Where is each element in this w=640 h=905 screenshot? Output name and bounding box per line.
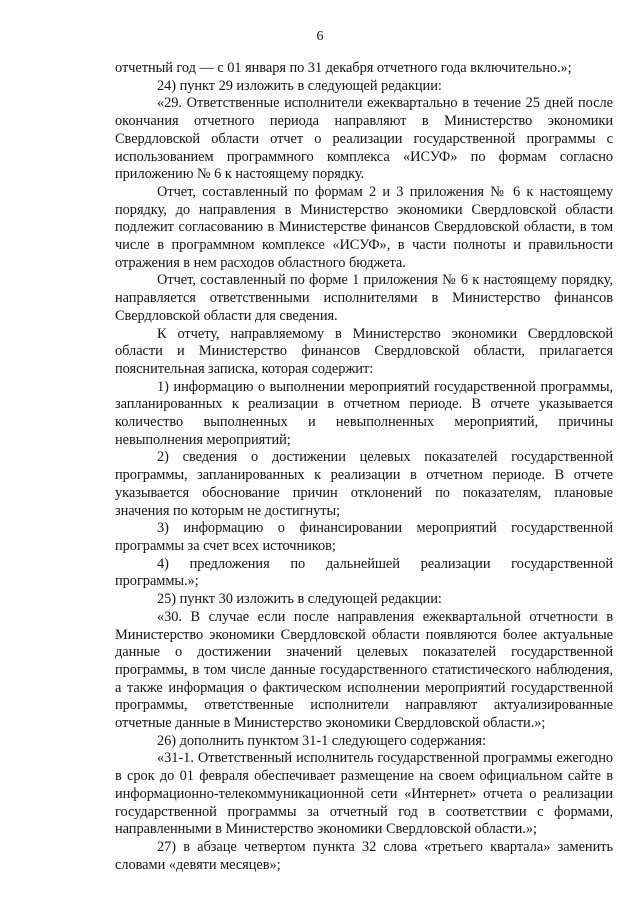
paragraph-clause-31-1: «31-1. Ответственный исполнитель государственной программы ежегодно в срок до 01 февраля обеспечивает размещение на своем официальном сайте в информационно-телекоммуникационной сети «Интернет» отчета о реализации государственной программы за отчетный год в соответствии с формами, направленными в Министерство экономики Свердловской области.»; (115, 750, 613, 838)
paragraph-item-26: 26) дополнить пунктом 31-1 следующего содержания: (157, 732, 486, 749)
paragraph-explanatory-note: К отчету, направляемому в Министерство экономики Свердловской области и Министерство финансов Свердловской области, прилагается пояснительная записка, которая содержит: (115, 325, 613, 377)
paragraph-report-forms-2-3: Отчет, составленный по формам 2 и 3 приложения № 6 к настоящему порядку, до направления в Министерство экономики Свердловской области подлежит согласованию в Министерстве финансов Свердловской области, в том числе в программном комплексе «ИСУФ», в части полноты и правильности отражения в нем расходов областного бюджета. (115, 183, 613, 271)
paragraph-note-point-3: 3) информацию о финансировании мероприятий государственной программы за счет всех источников; (115, 520, 613, 554)
paragraph-continuation: отчетный год — с 01 января по 31 декабря отчетного года включительно.»; (115, 60, 572, 76)
document-body (115, 60, 613, 874)
paragraph-note-point-2: 2) сведения о достижении целевых показателей государственной программы, запланированных к реализации в отчетном периоде. В отчете указывается обоснование причин отклонений по показателям, плановые значения по которым не достигнуты; (115, 449, 613, 519)
paragraph-clause-29: «29. Ответственные исполнители ежеквартально в течение 25 дней после окончания отчетного периода направляют в Министерство экономики Свердловской области отчет о реализации государственной программы с использованием программного комплекса «ИСУФ» по формам согласно приложению № 6 к настоящему порядку. (115, 95, 613, 183)
paragraph-item-24: 24) пункт 29 изложить в следующей редакции: (157, 77, 442, 94)
paragraph-clause-30: «30. В случае если после направления ежеквартальной отчетности в Министерство экономики Свердловской области появляются более актуальные данные о достижении значений целевых показателей государственной программы, в том числе данные государственного статистического наблюдения, а также информация о фактическом исполнении мероприятий государственной программы, ответственные исполнители направляют актуализированные отчетные данные в Министерство экономики Свердловской области.»; (115, 608, 613, 732)
page-number: 6 (316, 29, 324, 44)
paragraph-note-point-1: 1) информацию о выполнении мероприятий государственной программы, запланированных к реализации в отчетном периоде. В отчете указывается количество выполненных и невыполненных мероприятий, причины невыполнения мероприятий; (115, 378, 613, 448)
paragraph-report-form-1: Отчет, составленный по форме 1 приложения № 6 к настоящему порядку, направляется ответственными исполнителями в Министерство финансов Свердловской области для сведения. (115, 272, 613, 324)
paragraph-item-27: 27) в абзаце четвертом пункта 32 слова «третьего квартала» заменить словами «девяти месяцев»; (115, 838, 613, 873)
paragraph-note-point-4: 4) предложения по дальнейшей реализации государственной программы.»; (115, 555, 613, 590)
paragraph-item-25: 25) пункт 30 изложить в следующей редакции: (157, 591, 442, 608)
